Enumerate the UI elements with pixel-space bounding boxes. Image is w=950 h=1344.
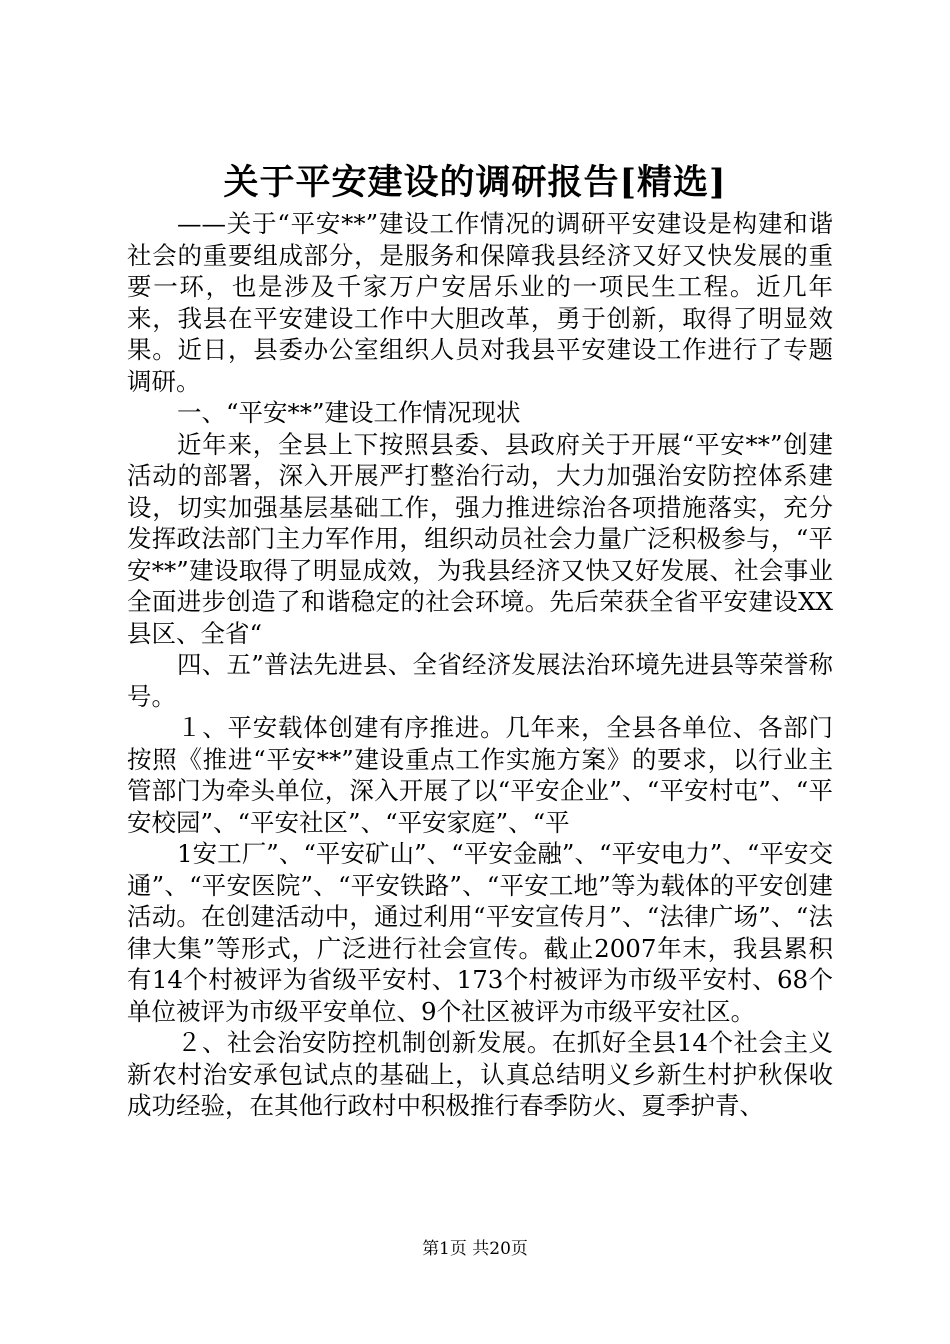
section-heading: 一、“平安**”建设工作情况现状 <box>177 398 521 427</box>
paragraph-honors: 四、五”普法先进县、全省经济发展法治环境先进县等荣誉称号。 <box>127 650 833 711</box>
paragraph-overview: 近年来，全县上下按照县委、县政府关于开展“平安**”创建活动的部署，深入开展严打整治行动，大力加强治安防控体系建设，切实加强基层基础工作，强力推进综治各项措施落实，充分发挥政法部门主力军作用，组织动员社会力量广泛积极参与，“平安**”建设取得了明显成效，为我县经济又快又好发展、社会事业全面进步创造了和谐稳定的社会环境。先后荣获全省平安建设XX县区、全省“ <box>127 429 833 648</box>
document-title: 关于平安建设的调研报告[精选] <box>223 162 727 203</box>
paragraph-item-1: １、平安载体创建有序推进。几年来，全县各单位、各部门按照《推进“平安**”建设重点工作实施方案》的要求，以行业主管部门为牵头单位，深入开展了以“平安企业”、“平安村屯”、“平安校园”、“平安社区”、“平安家庭”、“平 <box>127 713 833 837</box>
paragraph-intro: ——关于“平安**”建设工作情况的调研平安建设是构建和谐社会的重要组成部分，是服务和保障我县经济又好又快发展的重要一环，也是涉及千家万户安居乐业的一项民生工程。近几年来，我县在平安建设工作中大胆改革，勇于创新，取得了明显效果。近日，县委办公室组织人员对我县平安建设工作进行了专题调研。 <box>127 209 833 396</box>
document-body <box>127 208 833 1122</box>
page-number-footer: 第1页 共20页 <box>422 1239 528 1259</box>
paragraph-item-1-continued: 1安工厂”、“平安矿山”、“平安金融”、“平安电力”、“平安交通”、“平安医院”、“平安铁路”、“平安工地”等为载体的平安创建活动。在创建活动中，通过利用“平安宣传月”、“法律广场”、“法律大集”等形式，广泛进行社会宣传。截止2007年末，我县累积有14个村被评为省级平安村、173个村被评为市级平安村、68个单位被评为市级平安单位、9个社区被评为市级平安社区。 <box>127 839 833 1026</box>
paragraph-item-2: ２、社会治安防控机制创新发展。在抓好全县14个社会主义新农村治安承包试点的基础上，认真总结明义乡新生村护秋保收成功经验，在其他行政村中积极推行春季防火、夏季护青、 <box>127 1028 833 1120</box>
